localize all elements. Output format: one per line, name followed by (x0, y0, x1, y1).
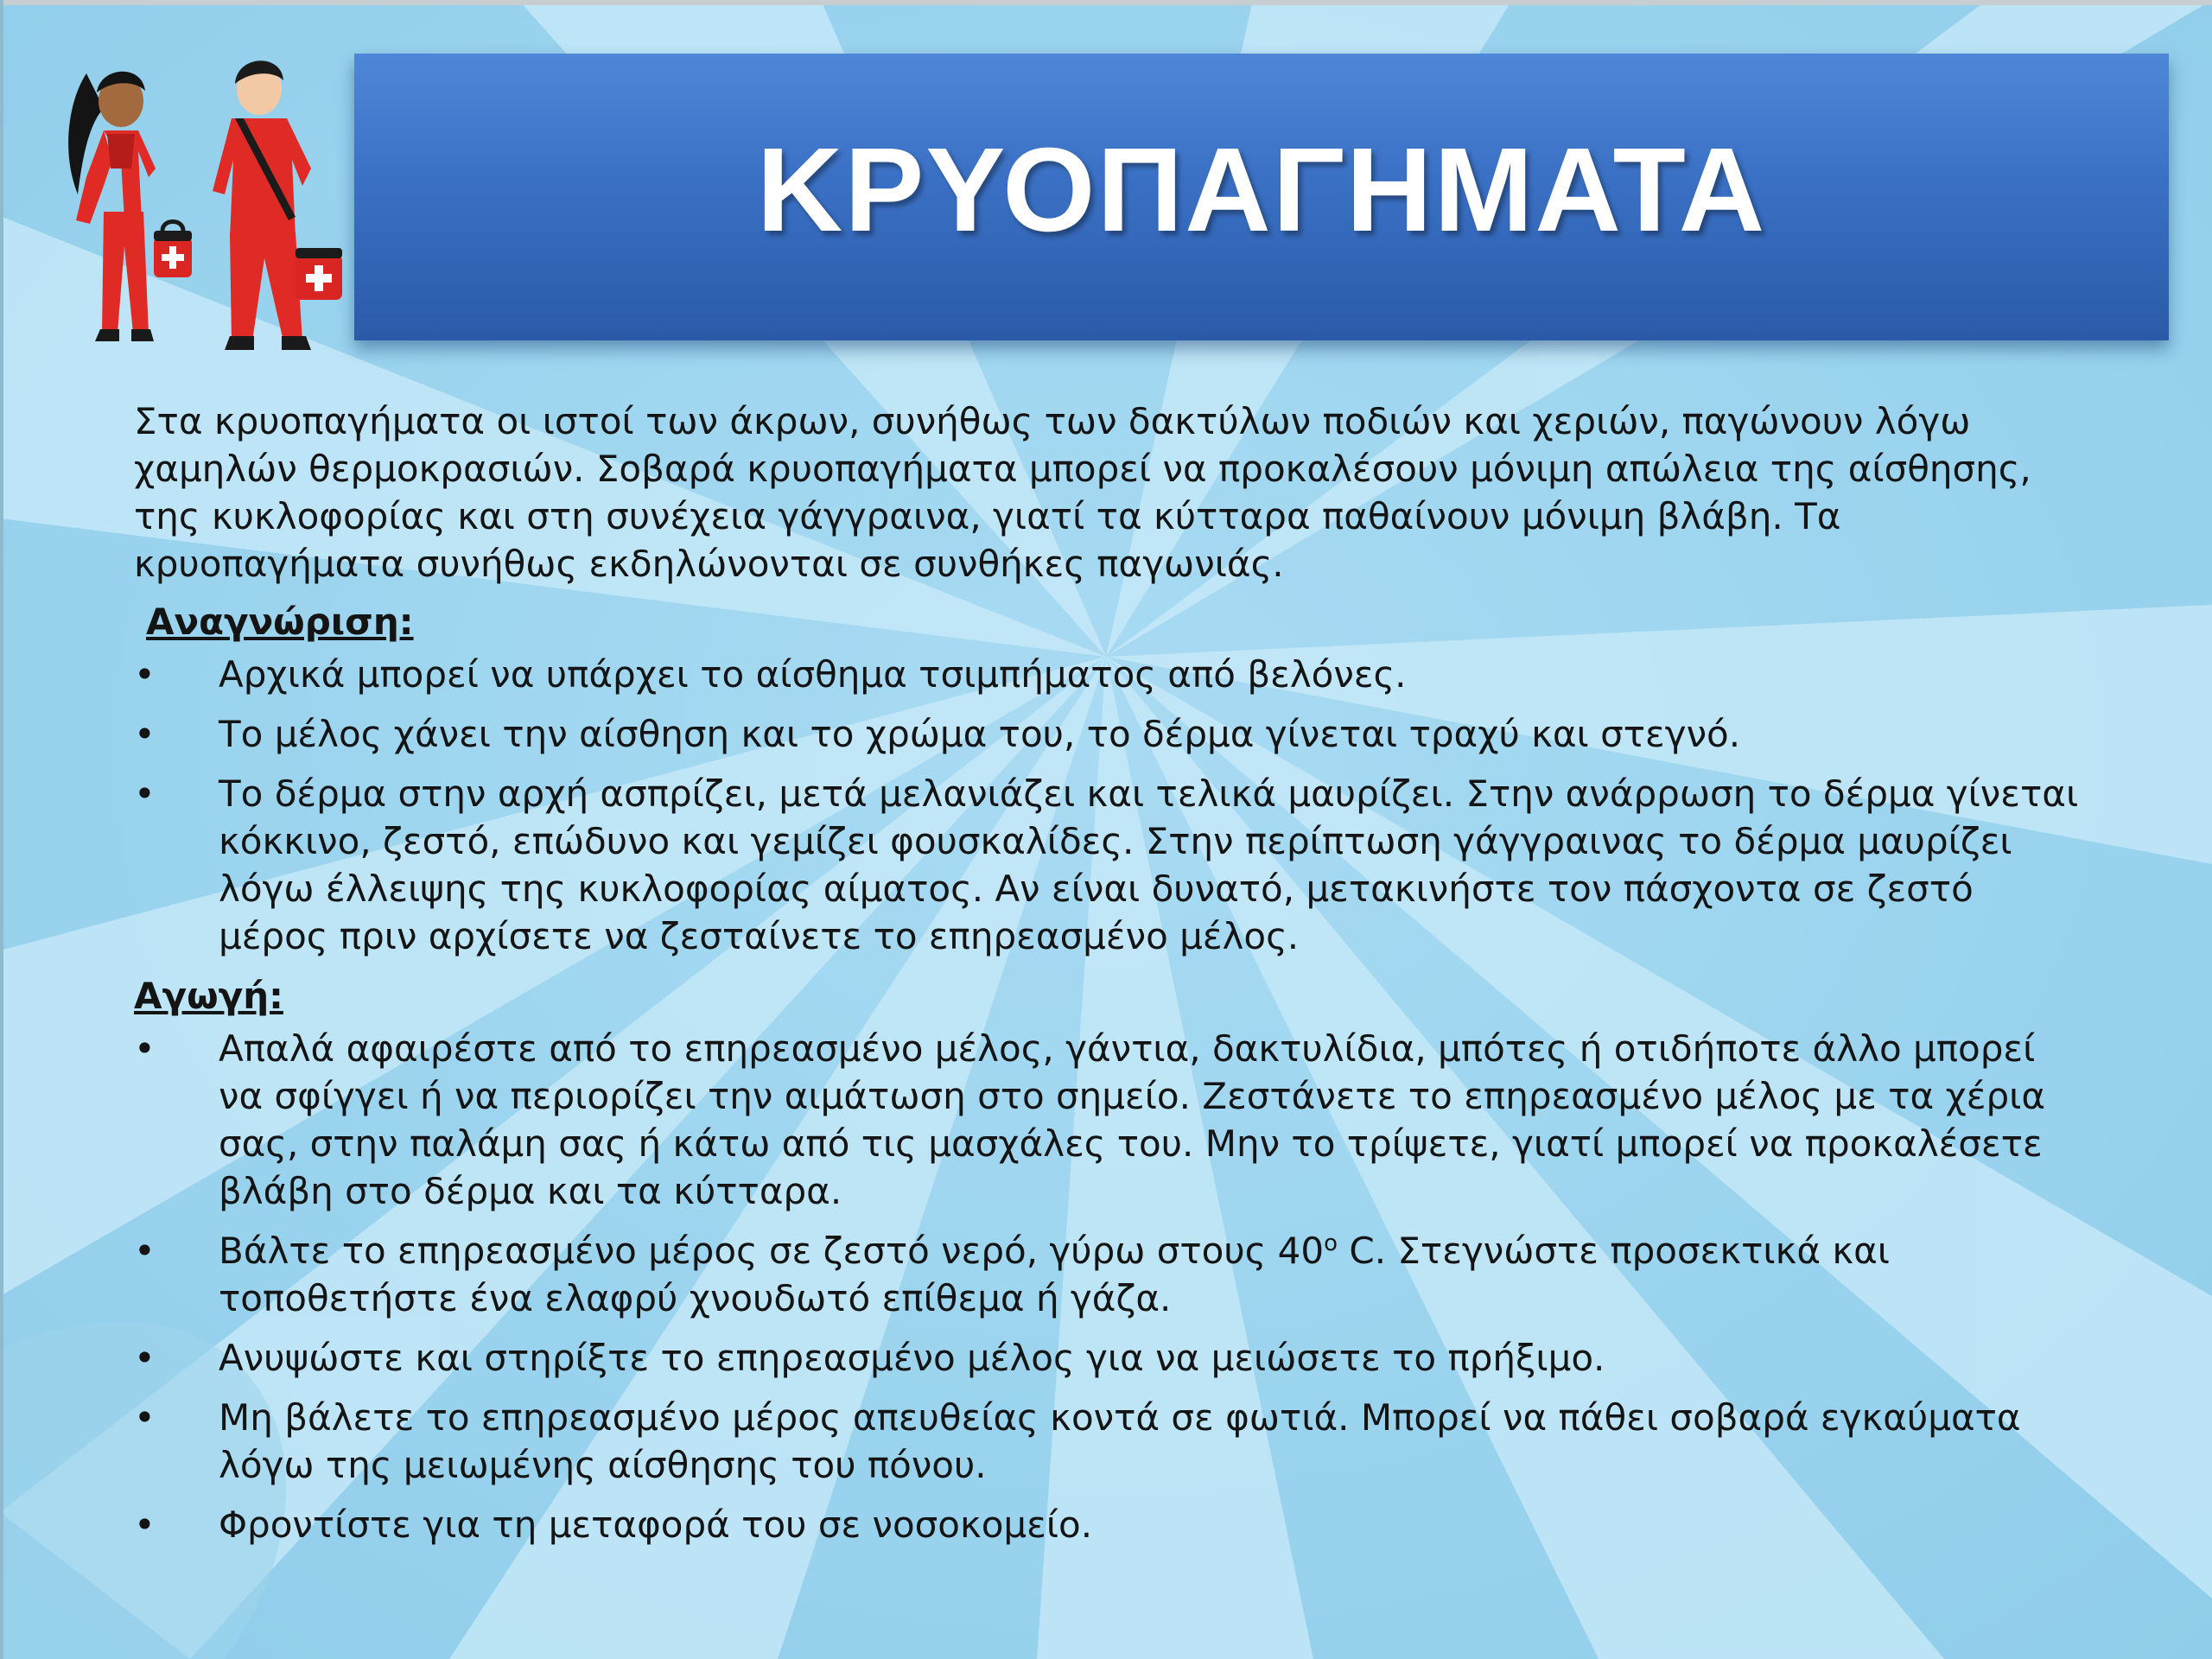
list-item (134, 1334, 2087, 1382)
intro-paragraph: Στα κρυοπαγήματα οι ιστοί των άκρων, συνήθως των δακτύλων ποδιών και χεριών, παγώνουν λόγω χαμηλών θερμοκρασιών. Σοβαρά κρυοπαγήματα μπορεί να προκαλέσουν μόνιμη απώλεια της αίσθησης, της κυκλοφορίας και στη συνέχεια γάγγραινα, γιατί τα κύτταρα παθαίνουν μόνιμη βλάβη. Τα κρυοπαγήματα συνήθως εκδηλώνονται σε συνθήκες παγωνιάς. (134, 400, 2031, 585)
degree-superscript: ο (1324, 1230, 1338, 1256)
list-item-text: Το μέλος χάνει την αίσθηση και το χρώμα του, το δέρμα γίνεται τραχύ και στεγνό. (219, 713, 1741, 755)
bullet-icon: • (134, 653, 156, 696)
recognition-heading: Αναγνώριση: (146, 601, 414, 643)
female-rescuer-figure (68, 72, 192, 341)
list-item (134, 710, 2087, 758)
treatment-list (134, 1025, 2087, 1548)
bullet-icon: • (134, 1503, 156, 1546)
list-item-text: Απαλά αφαιρέστε από το επηρεασμένο μέλος, γάντια, δακτυλίδια, μπότες ή οτιδήποτε άλλο μπορεί να σφίγγει ή να περιορίζει την αιμάτωση στο σημείο. Ζεστάνετε το επηρεασμένο μέλος με τα χέρια σας, στην παλάμη σας ή κάτω από τις μασχάλες του. Μην το τρίψετε, γιατί μπορεί να προκαλέσετε βλάβη στο δέρμα και τα κύτταρα. (219, 1027, 2046, 1212)
male-rescuer-figure (213, 60, 342, 350)
page-title: ΚΡΥΟΠΑΓΗΜΑΤΑ (756, 123, 1767, 257)
slide-body (134, 397, 2087, 1560)
bullet-icon: • (134, 1230, 156, 1272)
list-item-text-before-degree: Βάλτε το επηρεασμένο μέρος σε ζεστό νερό, γύρω στους 40 (219, 1230, 1325, 1272)
list-item-text: Φροντίστε για τη μεταφορά του σε νοσοκομείο. (219, 1503, 1093, 1546)
list-item (134, 770, 2087, 960)
bullet-icon: • (134, 713, 156, 755)
list-item-text-after-degree: C. Στεγνώστε προσεκτικά και τοποθετήστε ένα ελαφρύ χνουδωτό επίθεμα ή γάζα. (219, 1230, 1891, 1319)
list-item (134, 1227, 2087, 1322)
list-item-text: Το δέρμα στην αρχή ασπρίζει, μετά μελανιάζει και τελικά μαυρίζει. Στην ανάρρωση το δέρμα γίνεται κόκκινο, ζεστό, επώδυνο και γεμίζει φουσκαλίδες. Στην περίπτωση γάγγραινας το δέρμα μαυρίζει λόγω έλλειψης της κυκλοφορίας αίματος. Αν είναι δυνατό, μετακινήστε τον πάσχοντα σε ζεστό μέρος πριν αρχίσετε να ζεσταίνετε το επηρεασμένο μέλος. (219, 772, 2079, 957)
window-frame-top (0, 0, 2212, 5)
recognition-list (134, 651, 2087, 960)
bullet-icon: • (134, 1027, 156, 1070)
list-item (134, 1025, 2087, 1215)
window-frame-left (0, 0, 3, 1659)
list-item (134, 1501, 2087, 1548)
bullet-icon: • (134, 1396, 156, 1439)
bullet-icon: • (134, 772, 156, 815)
treatment-heading: Αγωγή: (134, 975, 283, 1017)
list-item (134, 651, 2087, 698)
title-banner (354, 54, 2169, 340)
list-item-text: Ανυψώστε και στηρίξτε το επηρεασμένο μέλος για να μειώσετε το πρήξιμο. (219, 1337, 1605, 1379)
list-item-text: Μη βάλετε το επηρεασμένο μέρος απευθείας κοντά σε φωτιά. Μπορεί να πάθει σοβαρά εγκαύματα λόγω της μειωμένης αίσθησης του πόνου. (219, 1396, 2021, 1486)
bullet-icon: • (134, 1337, 156, 1379)
list-item (134, 1394, 2087, 1489)
first-aid-mascots-illustration (52, 48, 354, 385)
list-item-text: Αρχικά μπορεί να υπάρχει το αίσθημα τσιμπήματος από βελόνες. (219, 653, 1407, 696)
